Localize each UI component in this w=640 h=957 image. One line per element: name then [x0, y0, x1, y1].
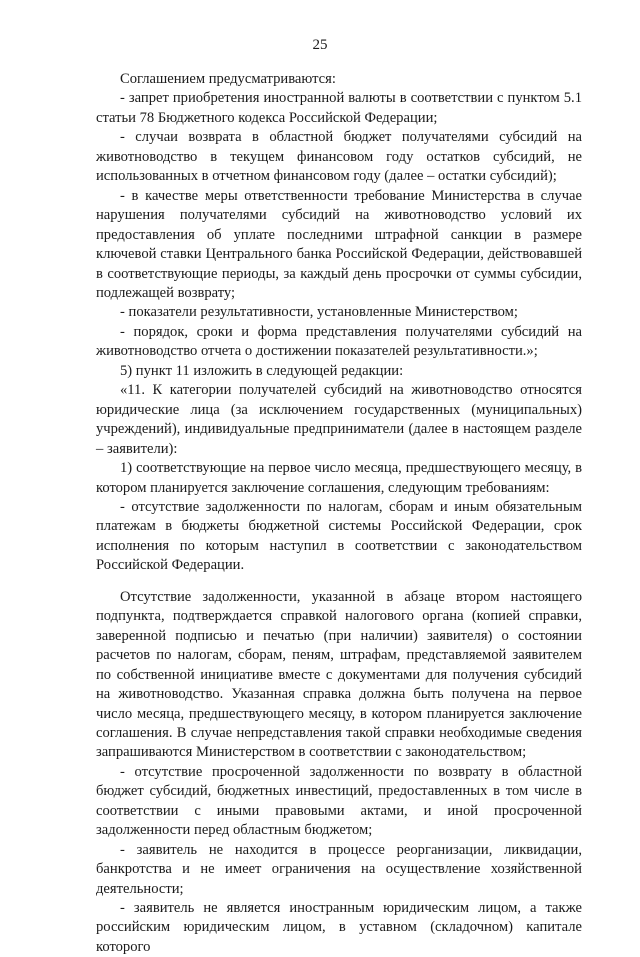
paragraph-penalty: - в качестве меры ответственности требование Министерства в случае нарушения получателями субсидий на животноводство условий их предоставления об уплате последними штрафной санкции в размере ключевой ставки Центрального банка Российской Федерации, действовавшей в соответствующие периоды, за каждый день просрочки от суммы субсидии, подлежащей возврату; [96, 187, 582, 301]
paragraph-item-11: «11. К категории получателей субсидий на животноводство относятся юридические лица (за исключением государственных (муниципальных) учреждений), индивидуальные предприниматели (далее в настоящем разделе – заявители): [96, 382, 582, 457]
paragraph-debt-certificate: Отсутствие задолженности, указанной в абзаце втором настоящего подпункта, подтверждается справкой налогового органа (копией справки, заверенной подписью и печатью (при наличии) заявителя) о состоянии расчетов по налогам, сборам, пеням, штрафам, представляемой заявителем по собственной инициативе вместе с документами для получения субсидий на животноводство. Указанная справка должна быть получена на первое число месяца, предшествующего месяцу, в котором планируется заключение соглашения. В случае непредставления такой справки необходимые сведения запрашиваются Министерством в соответствии с законодательством; [96, 588, 582, 761]
paragraph-not-foreign: - заявитель не является иностранным юридическим лицом, а также российским юридическим лицом, в уставном (складочном) капитале которого [96, 900, 582, 955]
paragraph-requirements: 1) соответствующие на первое число месяца, предшествующего месяцу, в котором планируется заключение соглашения, следующим требованиям: [96, 460, 582, 496]
paragraph-return-cases: - случаи возврата в областной бюджет получателями субсидий на животноводство в текущем финансовом году остатков субсидий, не использованных в отчетном финансовом году (далее – остатки субсидий); [96, 129, 582, 185]
paragraph-item-5: 5) пункт 11 изложить в следующей редакции: [120, 362, 404, 379]
paragraph-no-tax-debt: - отсутствие задолженности по налогам, сборам и иным обязательным платежам в бюджеты бюджетной системы Российской Федерации, срок исполнения по которым наступил в соответствии с законодательством Российской Федерации. [96, 498, 582, 574]
paragraph-currency-ban: - запрет приобретения иностранной валюты в соответствии с пунктом 5.1 статьи 78 Бюджетного кодекса Российской Федерации; [96, 90, 582, 126]
paragraph-report-procedure: - порядок, сроки и форма представления получателями субсидий на животноводство отчета о достижении показателей результативности.»; [96, 323, 582, 360]
paragraph-no-reorganization: - заявитель не находится в процессе реорганизации, ликвидации, банкротства и не имеет ограничения на осуществление хозяйственной деятельности; [96, 841, 582, 897]
document-body [96, 70, 582, 957]
paragraph-indicators: - показатели результативности, установленные Министерством; [120, 304, 518, 321]
paragraph-no-overdue-debt: - отсутствие просроченной задолженности по возврату в областной бюджет субсидий, бюджетных инвестиций, предоставленных в том числе в соответствии с иными правовыми актами, и иной просроченной задолженности перед областным бюджетом; [96, 763, 582, 839]
paragraph-intro: Соглашением предусматриваются: [120, 71, 336, 87]
page-number: 25 [312, 37, 328, 53]
